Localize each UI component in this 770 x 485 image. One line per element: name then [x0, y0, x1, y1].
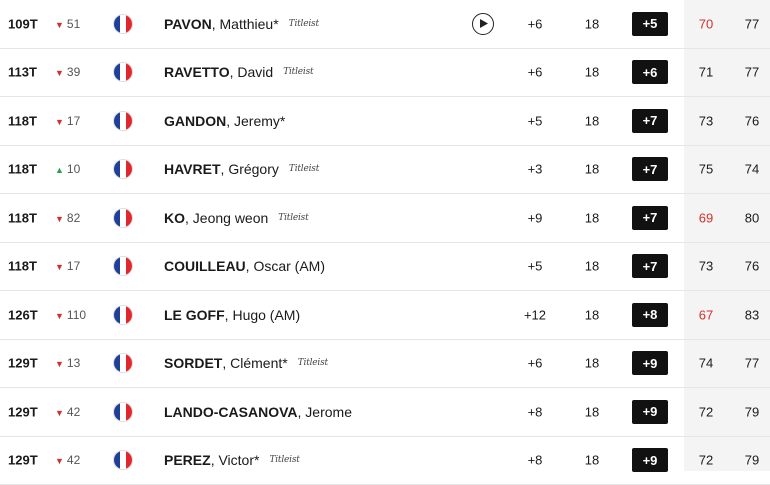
france-flag-icon — [114, 354, 132, 372]
leaderboard-row[interactable] — [0, 340, 770, 389]
movement-value: 10 — [67, 162, 80, 176]
down-arrow-icon: ▼ — [55, 68, 64, 78]
round-2-score: 79 — [736, 404, 768, 419]
france-flag-icon — [114, 15, 132, 33]
round-score-badge: +9 — [632, 400, 668, 424]
france-flag-icon — [114, 257, 132, 275]
flag-stripe — [126, 63, 132, 81]
round-1-score: 69 — [690, 210, 722, 225]
flag-stripe — [126, 403, 132, 421]
total-to-par: +6 — [510, 356, 560, 371]
player-first-name: Victor* — [218, 452, 259, 468]
total-to-par: +8 — [510, 404, 560, 419]
position-movement — [55, 259, 80, 273]
position-movement — [55, 65, 80, 79]
movement-value: 17 — [67, 259, 80, 273]
leaderboard-row[interactable] — [0, 437, 770, 485]
france-flag-icon — [114, 112, 132, 130]
round-2-score: 80 — [736, 210, 768, 225]
holes-thru: 18 — [575, 356, 609, 371]
player-name[interactable] — [164, 64, 313, 80]
movement-value: 42 — [67, 405, 80, 419]
round-1-score: 72 — [690, 453, 722, 468]
holes-thru: 18 — [575, 16, 609, 31]
player-surname: LE GOFF — [164, 307, 225, 323]
name-separator: , — [230, 64, 238, 80]
name-separator: , — [222, 355, 230, 371]
player-surname: RAVETTO — [164, 64, 230, 80]
round-2-score: 77 — [736, 16, 768, 31]
down-arrow-icon: ▼ — [55, 214, 64, 224]
round-2-score: 76 — [736, 113, 768, 128]
round-2-score: 74 — [736, 162, 768, 177]
player-name[interactable] — [164, 258, 325, 274]
total-to-par: +6 — [510, 65, 560, 80]
holes-thru: 18 — [575, 259, 609, 274]
player-name[interactable] — [164, 355, 328, 371]
flag-stripe — [126, 257, 132, 275]
up-arrow-icon: ▲ — [55, 165, 64, 175]
name-separator: , — [211, 452, 219, 468]
round-score-badge: +9 — [632, 351, 668, 375]
round-2-score: 76 — [736, 259, 768, 274]
round-score-badge: +7 — [632, 206, 668, 230]
position: 118T — [8, 210, 37, 225]
round-1-score: 70 — [690, 16, 722, 31]
round-1-score: 75 — [690, 162, 722, 177]
round-1-score: 73 — [690, 259, 722, 274]
movement-value: 51 — [67, 17, 80, 31]
round-score-badge: +7 — [632, 157, 668, 181]
movement-value: 42 — [67, 453, 80, 467]
france-flag-icon — [114, 63, 132, 81]
holes-thru: 18 — [575, 307, 609, 322]
leaderboard-row[interactable] — [0, 194, 770, 243]
player-surname: KO — [164, 210, 185, 226]
name-separator: , — [226, 113, 234, 129]
player-name[interactable] — [164, 161, 319, 177]
position: 109T — [8, 16, 38, 31]
position: 129T — [8, 404, 38, 419]
movement-value: 39 — [67, 65, 80, 79]
round-2-score: 83 — [736, 307, 768, 322]
round-1-score: 67 — [690, 307, 722, 322]
holes-thru: 18 — [575, 113, 609, 128]
round-1-score: 73 — [690, 113, 722, 128]
round-score-badge: +5 — [632, 12, 668, 36]
player-first-name: Grégory — [228, 161, 279, 177]
flag-stripe — [126, 160, 132, 178]
movement-value: 17 — [67, 114, 80, 128]
player-first-name: Hugo (AM) — [232, 307, 300, 323]
player-first-name: David — [237, 64, 273, 80]
player-first-name: Jeong weon — [193, 210, 269, 226]
position: 113T — [8, 65, 37, 80]
position: 129T — [8, 453, 38, 468]
round-score-badge: +6 — [632, 60, 668, 84]
movement-value: 82 — [67, 211, 80, 225]
player-surname: SORDET — [164, 355, 222, 371]
leaderboard-row[interactable] — [0, 243, 770, 292]
name-separator: , — [246, 258, 254, 274]
player-surname: COUILLEAU — [164, 258, 246, 274]
down-arrow-icon: ▼ — [55, 117, 64, 127]
sponsor-logo: Titleist — [289, 164, 319, 174]
player-surname: PAVON — [164, 16, 212, 32]
position-movement — [55, 356, 80, 370]
movement-value: 13 — [67, 356, 80, 370]
france-flag-icon — [114, 209, 132, 227]
round-score-badge: +8 — [632, 303, 668, 327]
position-movement — [55, 453, 80, 467]
player-first-name: Matthieu* — [220, 16, 279, 32]
total-to-par: +9 — [510, 210, 560, 225]
player-name[interactable] — [164, 113, 285, 129]
down-arrow-icon: ▼ — [55, 20, 64, 30]
round-2-score: 79 — [736, 453, 768, 468]
round-1-score: 71 — [690, 65, 722, 80]
holes-thru: 18 — [575, 210, 609, 225]
total-to-par: +3 — [510, 162, 560, 177]
flag-stripe — [126, 451, 132, 469]
france-flag-icon — [114, 451, 132, 469]
position: 118T — [8, 259, 37, 274]
leaderboard-row[interactable] — [0, 0, 770, 49]
sponsor-logo: Titleist — [278, 213, 308, 223]
total-to-par: +12 — [510, 307, 560, 322]
leaderboard-row[interactable] — [0, 388, 770, 437]
position-movement — [55, 211, 80, 225]
holes-thru: 18 — [575, 162, 609, 177]
leaderboard-row[interactable] — [0, 97, 770, 146]
name-separator: , — [185, 210, 193, 226]
round-score-badge: +9 — [632, 448, 668, 472]
total-to-par: +5 — [510, 259, 560, 274]
player-name[interactable] — [164, 16, 319, 32]
player-first-name: Oscar (AM) — [253, 258, 325, 274]
total-to-par: +6 — [510, 16, 560, 31]
holes-thru: 18 — [575, 404, 609, 419]
down-arrow-icon: ▼ — [55, 408, 64, 418]
player-first-name: Jerome — [305, 404, 352, 420]
position-movement — [55, 308, 86, 322]
round-2-score: 77 — [736, 356, 768, 371]
play-video-icon[interactable] — [472, 13, 494, 35]
name-separator: , — [225, 307, 233, 323]
movement-value: 110 — [67, 308, 86, 322]
player-first-name: Jeremy* — [234, 113, 285, 129]
down-arrow-icon: ▼ — [55, 456, 64, 466]
player-name[interactable] — [164, 404, 352, 420]
position: 126T — [8, 307, 38, 322]
flag-stripe — [126, 112, 132, 130]
holes-thru: 18 — [575, 453, 609, 468]
player-surname: PEREZ — [164, 452, 211, 468]
sponsor-logo: Titleist — [283, 67, 313, 77]
flag-stripe — [126, 209, 132, 227]
position-movement — [55, 17, 80, 31]
player-name[interactable] — [164, 210, 309, 226]
leaderboard-row[interactable] — [0, 146, 770, 195]
holes-thru: 18 — [575, 65, 609, 80]
player-name[interactable] — [164, 307, 300, 323]
down-arrow-icon: ▼ — [55, 311, 64, 321]
position: 118T — [8, 162, 37, 177]
position: 129T — [8, 356, 38, 371]
sponsor-logo: Titleist — [298, 358, 328, 368]
round-score-badge: +7 — [632, 254, 668, 278]
player-first-name: Clément* — [230, 355, 288, 371]
france-flag-icon — [114, 306, 132, 324]
position-movement — [55, 405, 80, 419]
france-flag-icon — [114, 160, 132, 178]
flag-stripe — [126, 15, 132, 33]
round-1-score: 72 — [690, 404, 722, 419]
name-separator: , — [212, 16, 220, 32]
down-arrow-icon: ▼ — [55, 262, 64, 272]
down-arrow-icon: ▼ — [55, 359, 64, 369]
name-separator: , — [298, 404, 306, 420]
flag-stripe — [126, 306, 132, 324]
player-surname: GANDON — [164, 113, 226, 129]
name-separator: , — [221, 161, 229, 177]
position: 118T — [8, 113, 37, 128]
player-surname: LANDO-CASANOVA — [164, 404, 298, 420]
france-flag-icon — [114, 403, 132, 421]
round-2-score: 77 — [736, 65, 768, 80]
sponsor-logo: Titleist — [289, 19, 319, 29]
player-surname: HAVRET — [164, 161, 221, 177]
leaderboard-row[interactable] — [0, 49, 770, 98]
round-score-badge: +7 — [632, 109, 668, 133]
flag-stripe — [126, 354, 132, 372]
position-movement — [55, 114, 80, 128]
round-1-score: 74 — [690, 356, 722, 371]
total-to-par: +8 — [510, 453, 560, 468]
position-movement — [55, 162, 80, 176]
total-to-par: +5 — [510, 113, 560, 128]
player-name[interactable] — [164, 452, 300, 468]
sponsor-logo: Titleist — [269, 455, 299, 465]
leaderboard-row[interactable] — [0, 291, 770, 340]
